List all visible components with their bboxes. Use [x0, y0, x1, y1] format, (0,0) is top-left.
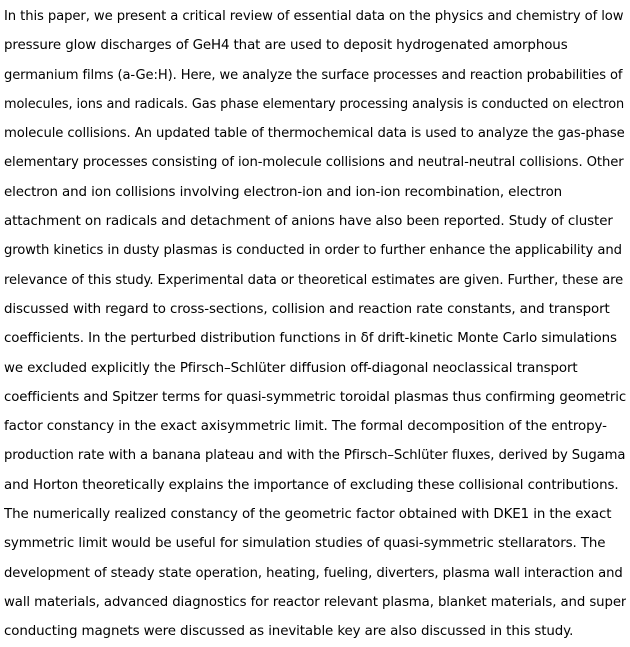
- text-line-17: and Horton theoretically explains the importance of excluding these collisional contributions.: [4, 477, 619, 493]
- text-line-5: molecule collisions. An updated table of thermochemical data is used to analyze the gas-phase: [4, 126, 625, 142]
- text-line-4: molecules, ions and radicals. Gas phase elementary processing analysis is conducted on electron: [4, 96, 625, 112]
- text-line-16: production rate with a banana plateau and with the Pfirsch–Schlüter fluxes, derived by Sugama: [4, 448, 626, 464]
- text-line-15: factor constancy in the exact axisymmetric limit. The formal decomposition of the entropy-: [4, 419, 607, 435]
- text-line-3: germanium films (a-Ge:H). Here, we analyze the surface processes and reaction probabilities of: [4, 67, 623, 83]
- text-line-1: In this paper, we present a critical review of essential data on the physics and chemistry of low: [4, 9, 624, 24]
- text-line-9: growth kinetics in dusty plasmas is conducted in order to further enhance the applicability and: [4, 243, 622, 259]
- text-line-19: symmetric limit would be useful for simulation studies of quasi-symmetric stellarators. The: [4, 536, 606, 552]
- text-line-7: electron and ion collisions involving electron-ion and ion-ion recombination, electron: [4, 184, 563, 200]
- text-line-12: coefficients. In the perturbed distribution functions in δf drift-kinetic Monte Carlo simulations: [4, 331, 617, 347]
- text-line-2: pressure glow discharges of GeH4 that are used to deposit hydrogenated amorphous: [4, 38, 568, 54]
- text-line-8: attachment on radicals and detachment of anions have also been reported. Study of cluster: [4, 214, 613, 230]
- text-line-22: conducting magnets were discussed as inevitable key are also discussed in this study.: [4, 624, 574, 640]
- text-line-18: The numerically realized constancy of the geometric factor obtained with DKE1 in the exact: [4, 507, 612, 523]
- text-line-13: we excluded explicitly the Pfirsch–Schlüter diffusion off-diagonal neoclassical transport: [4, 360, 578, 376]
- text-line-21: wall materials, advanced diagnostics for reactor relevant plasma, blanket materials, and super: [4, 594, 626, 610]
- text-line-10: relevance of this study. Experimental data or theoretical estimates are given. Further, these are: [4, 272, 624, 288]
- text-line-14: coefficients and Spitzer terms for quasi-symmetric toroidal plasmas thus confirming geometric: [4, 389, 626, 405]
- text-line-11: discussed with regard to cross-sections, collision and reaction rate constants, and transport: [4, 301, 610, 317]
- text-line-20: development of steady state operation, heating, fueling, diverters, plasma wall interaction and: [4, 565, 623, 581]
- text-line-6: elementary processes consisting of ion-molecule collisions and neutral-neutral collisions. Other: [4, 155, 624, 171]
